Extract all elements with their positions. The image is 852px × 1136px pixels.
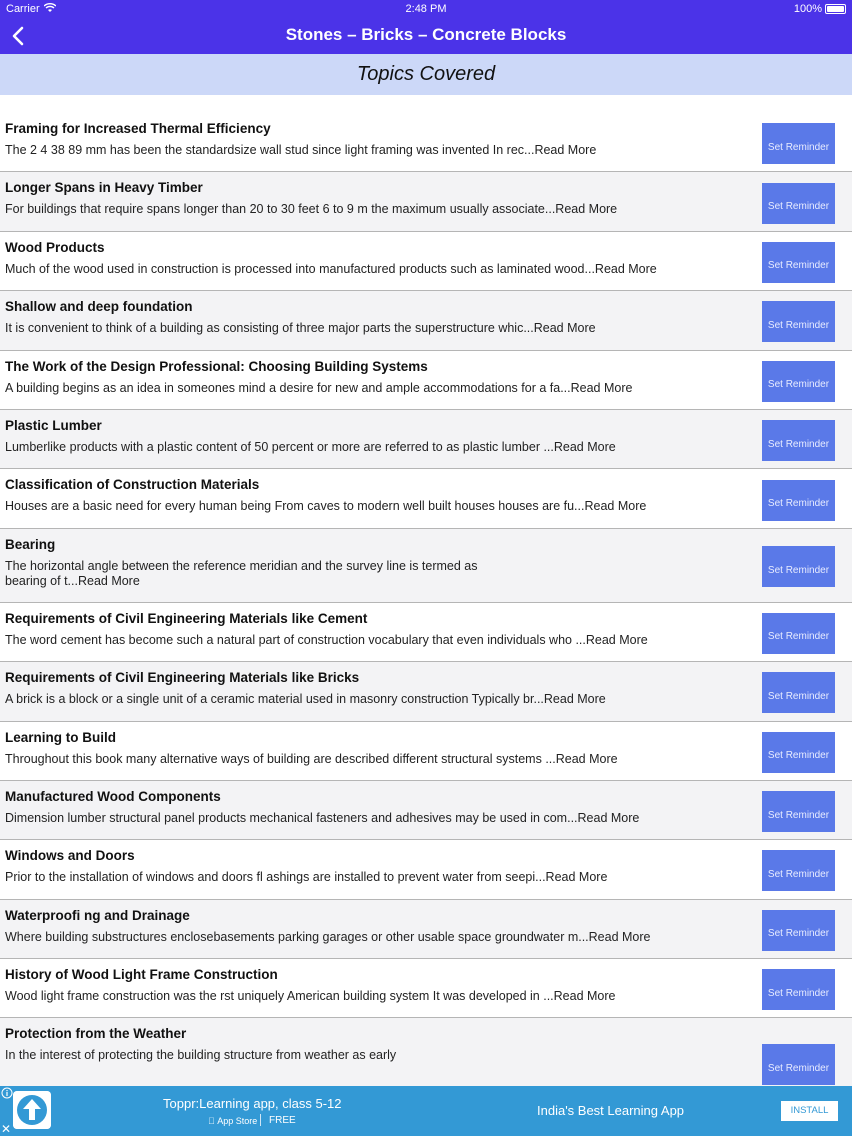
set-reminder-button[interactable]: Set Reminder bbox=[762, 910, 835, 951]
topic-list bbox=[0, 113, 852, 1088]
topic-description[interactable]: A brick is a block or a single unit of a ceramic material used in masonry construction Typically br...Read More bbox=[5, 692, 606, 707]
app-store-badge bbox=[208, 1116, 257, 1126]
toppr-logo-icon bbox=[13, 1091, 51, 1129]
ad-separator bbox=[260, 1114, 261, 1126]
set-reminder-button[interactable]: Set Reminder bbox=[762, 361, 835, 402]
topic-description[interactable]: The 2 4 38 89 mm has been the standardsize wall stud since light framing was invented In rec...Read More bbox=[5, 143, 597, 157]
topic-row[interactable] bbox=[0, 662, 852, 721]
set-reminder-button[interactable]: Set Reminder bbox=[762, 546, 835, 587]
ad-title: Toppr:Learning app, class 5-12 bbox=[163, 1096, 342, 1111]
topic-description[interactable]: Prior to the installation of windows and doors fl ashings are installed to prevent water from seepi...Read More bbox=[5, 870, 608, 885]
topic-title[interactable]: Classification of Construction Materials bbox=[5, 477, 260, 493]
topic-row[interactable] bbox=[0, 469, 852, 528]
topic-description[interactable]: A building begins as an idea in someones mind a desire for new and ample accommodations for a fa...Read More bbox=[5, 380, 633, 395]
topic-description[interactable]: For buildings that require spans longer than 20 to 30 feet 6 to 9 m the maximum usually associate...Read More bbox=[5, 202, 618, 217]
topic-title[interactable]: Plastic Lumber bbox=[5, 417, 102, 433]
nav-bar bbox=[0, 18, 852, 54]
install-button[interactable]: INSTALL bbox=[781, 1101, 838, 1121]
topic-title[interactable]: History of Wood Light Frame Construction bbox=[5, 967, 278, 983]
topic-title[interactable]: Requirements of Civil Engineering Materials like Cement bbox=[5, 610, 368, 626]
topic-row[interactable] bbox=[0, 1018, 852, 1088]
topic-description[interactable]: Much of the wood used in construction is processed into manufactured products such as laminated wood...Read More bbox=[5, 261, 657, 276]
set-reminder-button[interactable]: Set Reminder bbox=[762, 1044, 835, 1085]
set-reminder-button[interactable]: Set Reminder bbox=[762, 183, 835, 224]
topic-title[interactable]: Learning to Build bbox=[5, 729, 116, 745]
topic-row[interactable] bbox=[0, 410, 852, 469]
set-reminder-button[interactable]: Set Reminder bbox=[762, 480, 835, 521]
topic-title[interactable]: Wood Products bbox=[5, 239, 105, 255]
topic-row[interactable] bbox=[0, 529, 852, 603]
topic-row[interactable] bbox=[0, 172, 852, 231]
app-store-label: App Store bbox=[208, 1116, 249, 1126]
topic-row[interactable] bbox=[0, 603, 852, 662]
topic-title[interactable]: The Work of the Design Professional: Choosing Building Systems bbox=[5, 358, 428, 374]
topic-title[interactable]: Longer Spans in Heavy Timber bbox=[5, 180, 203, 196]
topic-description[interactable]: Lumberlike products with a plastic content of 50 percent or more are referred to as plastic lumber ...Read More bbox=[5, 439, 616, 454]
set-reminder-button[interactable]: Set Reminder bbox=[762, 242, 835, 283]
topic-description[interactable]: Wood light frame construction was the rst uniquely American building system It was developed in ...Read More bbox=[5, 989, 616, 1004]
page-title: Stones – Bricks – Concrete Blocks bbox=[285, 25, 567, 44]
topic-title[interactable]: Shallow and deep foundation bbox=[5, 299, 193, 315]
topic-title[interactable]: Bearing bbox=[5, 536, 56, 552]
set-reminder-button[interactable]: Set Reminder bbox=[762, 613, 835, 654]
topic-description[interactable]: Houses are a basic need for every human being From caves to modern well built houses houses are fu...Read More bbox=[5, 499, 647, 514]
set-reminder-button[interactable]: Set Reminder bbox=[762, 791, 835, 832]
topic-description[interactable]: It is convenient to think of a building as consisting of three major parts the superstructure whic...Read More bbox=[5, 321, 596, 336]
set-reminder-button[interactable]: Set Reminder bbox=[762, 301, 835, 342]
topic-row[interactable] bbox=[0, 113, 852, 172]
set-reminder-button[interactable]: Set Reminder bbox=[762, 123, 835, 164]
set-reminder-button[interactable]: Set Reminder bbox=[762, 732, 835, 773]
set-reminder-button[interactable]: Set Reminder bbox=[762, 672, 835, 713]
topic-row[interactable] bbox=[0, 959, 852, 1018]
set-reminder-button[interactable]: Set Reminder bbox=[762, 969, 835, 1010]
status-bar bbox=[0, 0, 852, 18]
set-reminder-button[interactable]: Set Reminder bbox=[762, 420, 835, 461]
topic-title[interactable]: Framing for Increased Thermal Efficiency bbox=[5, 121, 271, 136]
topic-title[interactable]: Requirements of Civil Engineering Materials like Bricks bbox=[5, 670, 360, 686]
topic-title[interactable]: Windows and Doors bbox=[5, 848, 135, 864]
topic-row[interactable] bbox=[0, 781, 852, 840]
carrier-label: Carrier bbox=[6, 3, 40, 15]
ad-banner[interactable] bbox=[0, 1086, 852, 1136]
set-reminder-button[interactable]: Set Reminder bbox=[762, 850, 835, 891]
ad-tagline: India's Best Learning App bbox=[537, 1103, 685, 1118]
topic-row[interactable] bbox=[0, 232, 852, 291]
topic-row[interactable] bbox=[0, 900, 852, 959]
topic-title[interactable]: Waterproofi ng and Drainage bbox=[5, 907, 190, 923]
ad-close-icon[interactable]: ✕ bbox=[1, 1122, 12, 1136]
topic-description[interactable]: Where building substructures enclosebasements parking garages or other usable space groundwater m...Read More bbox=[5, 929, 651, 944]
battery-icon bbox=[825, 4, 846, 14]
topic-description[interactable]: The horizontal angle between the reference meridian and the survey line is termed as bearing of t...Read More bbox=[5, 558, 478, 588]
topic-row[interactable] bbox=[0, 351, 852, 410]
topic-title[interactable]: Protection from the Weather bbox=[5, 1026, 187, 1042]
ad-price: FREE bbox=[269, 1115, 296, 1126]
topic-description[interactable]: Throughout this book many alternative ways of building are described different structural systems ...Read More bbox=[5, 751, 618, 766]
topic-title[interactable]: Manufactured Wood Components bbox=[5, 788, 221, 804]
battery-percent: 100% bbox=[793, 3, 822, 15]
topic-description[interactable]: In the interest of protecting the building structure from weather as early bbox=[5, 1048, 397, 1063]
topic-row[interactable] bbox=[0, 291, 852, 350]
section-header: Topics Covered bbox=[0, 54, 852, 95]
clock: 2:48 PM bbox=[405, 3, 447, 15]
topic-row[interactable] bbox=[0, 722, 852, 781]
ad-info-icon[interactable] bbox=[1, 1087, 13, 1099]
topic-row[interactable] bbox=[0, 840, 852, 899]
topic-description[interactable]: The word cement has become such a natural part of construction vocabulary that even individuals who ...Read More bbox=[5, 632, 648, 647]
topic-description[interactable]: Dimension lumber structural panel products mechanical fasteners and adhesives may be used in com...Read More bbox=[5, 810, 640, 825]
